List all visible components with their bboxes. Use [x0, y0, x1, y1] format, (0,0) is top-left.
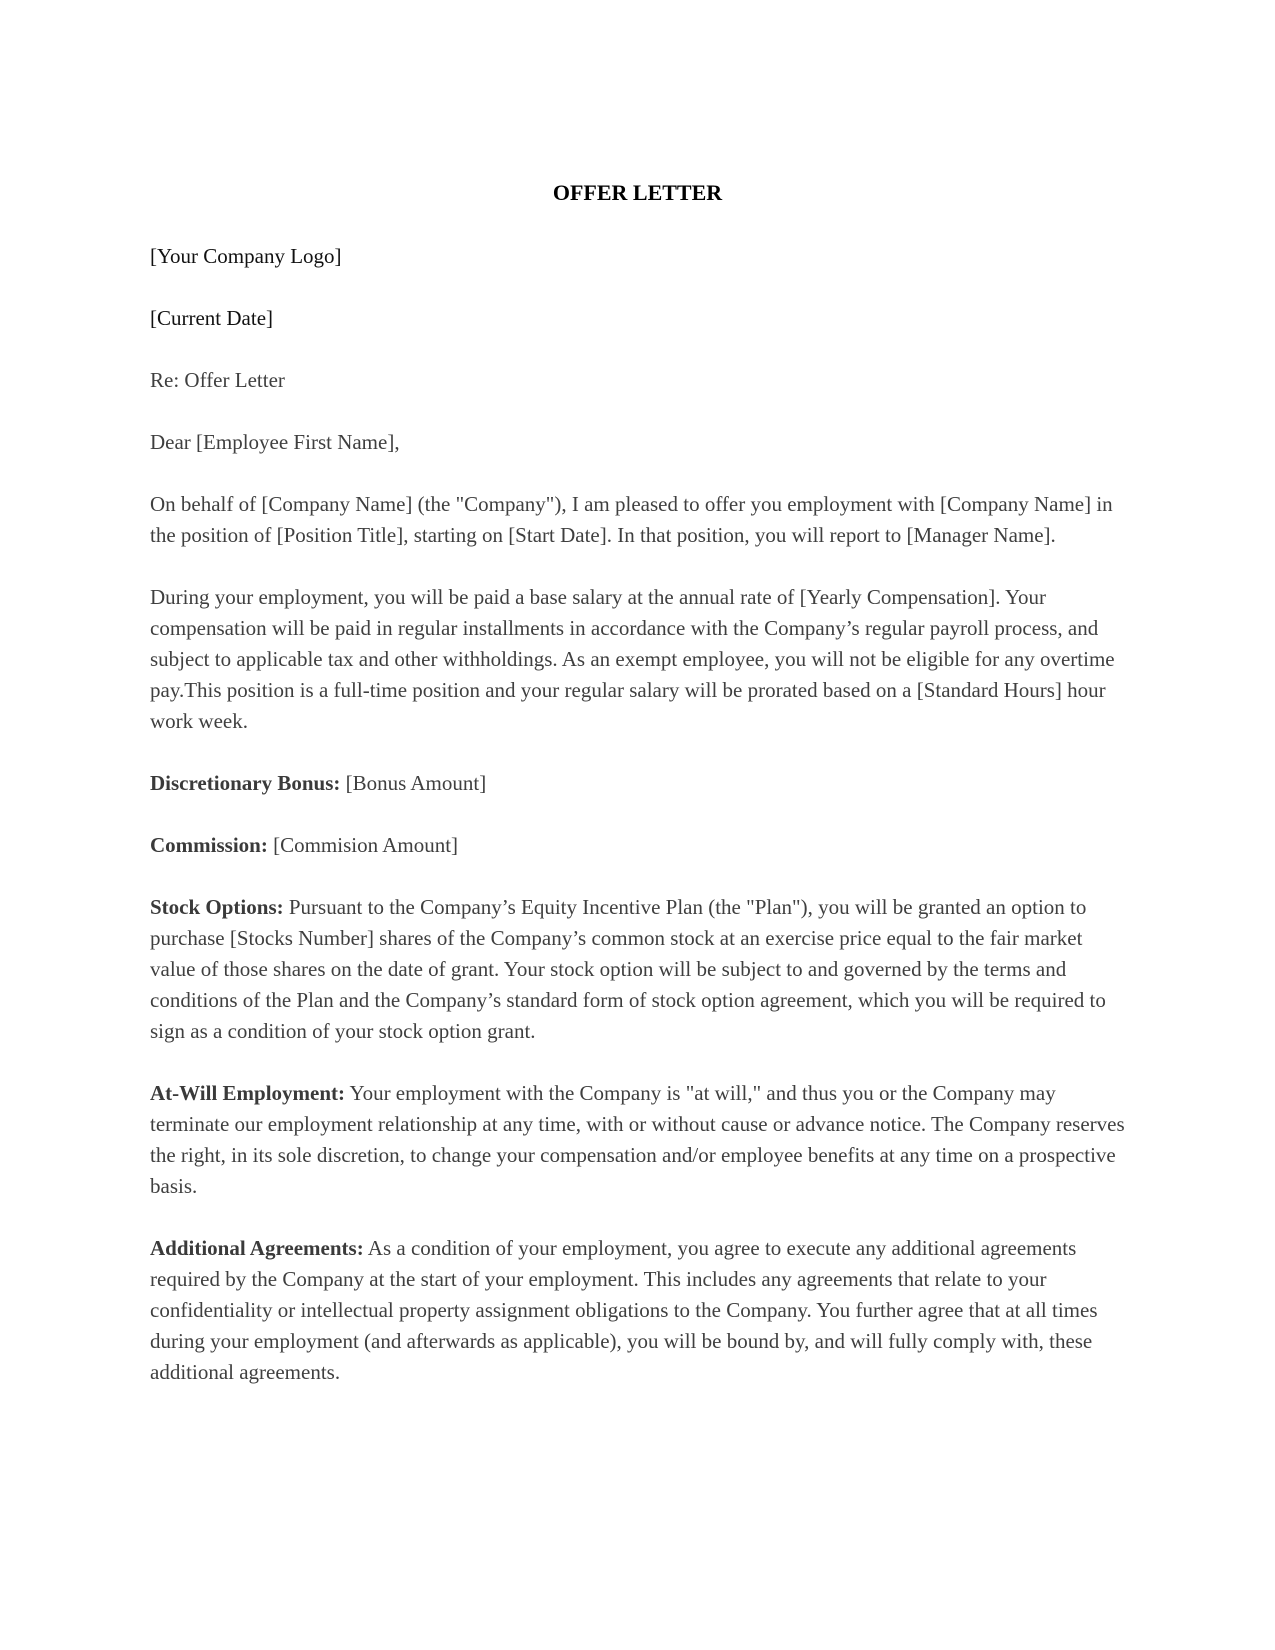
section-text: Your employment with the Company is "at will," and thus you or the Company may terminate our employment relationship at any time, with or without cause or advance notice. The Company reserves the right, in its sole discretion, to change your compensation and/or employee benefits at any time on a prospective basis.	[150, 1081, 1125, 1198]
section-label: Discretionary Bonus:	[150, 771, 341, 795]
document-title: OFFER LETTER	[552, 180, 723, 205]
section-label: Stock Options:	[150, 895, 284, 919]
section-label: Additional Agreements:	[150, 1236, 364, 1260]
section-text: Pursuant to the Company’s Equity Incentive Plan (the "Plan"), you will be granted an option to purchase [Stocks Number] shares of the Company’s common stock at an exercise price equal to the fair market value of those shares on the date of grant. Your stock option will be subject to and governed by the terms and conditions of the Plan and the Company’s standard form of stock option agreement, which you will be required to sign as a condition of your stock option grant.	[150, 895, 1106, 1043]
intro-paragraph: On behalf of [Company Name] (the "Company"), I am pleased to offer you employment with [Company Name] in the position of [Position Title], starting on [Start Date]. In that position, you will report to [Manager Name].	[150, 492, 1113, 547]
re-line: Re: Offer Letter	[150, 368, 285, 392]
salutation: Dear [Employee First Name],	[150, 430, 400, 454]
section-text: [Bonus Amount]	[340, 771, 487, 795]
section-label: Commission:	[150, 833, 268, 857]
section-commission	[150, 830, 1130, 861]
letter-body	[150, 241, 1130, 1419]
company-logo-placeholder: [Your Company Logo]	[150, 244, 342, 268]
current-date-placeholder: [Current Date]	[150, 306, 274, 330]
section-discretionary-bonus	[150, 768, 1130, 799]
section-at-will-employment	[150, 1078, 1130, 1202]
section-label: At-Will Employment:	[150, 1081, 346, 1105]
section-text: As a condition of your employment, you agree to execute any additional agreements required by the Company at the start of your employment. This includes any agreements that relate to your confidentiality or intellectual property assignment obligations to the Company. You further agree that at all times during your employment (and afterwards as applicable), you will be bound by, and will fully comply with, these additional agreements.	[150, 1236, 1098, 1384]
salary-paragraph: During your employment, you will be paid a base salary at the annual rate of [Yearly Compensation]. Your compensation will be paid in regular installments in accordance with the Company’s regular payroll process, and subject to applicable tax and other withholdings. As an exempt employee, you will not be eligible for any overtime pay.This position is a full-time position and your regular salary will be prorated based on a [Standard Hours] hour work week.	[150, 585, 1115, 733]
section-stock-options	[150, 892, 1130, 1047]
section-additional-agreements	[150, 1233, 1130, 1388]
section-text: [Commision Amount]	[267, 833, 459, 857]
